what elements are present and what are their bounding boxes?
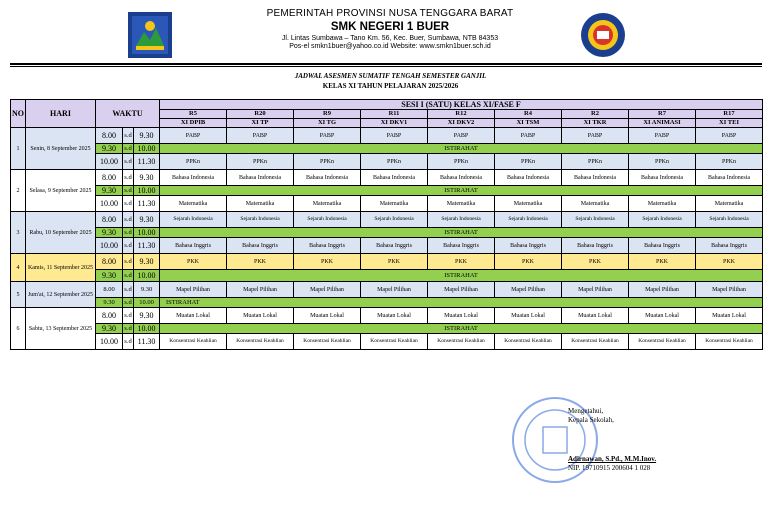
subject-cell: Konsentrasi Keahlian (428, 334, 495, 350)
time-separator: s.d (123, 170, 134, 186)
subject-cell: PKK (629, 254, 696, 270)
subject-cell: Mapel Pilihan (562, 282, 629, 298)
time-end: 9.30 (134, 170, 160, 186)
table-row (11, 270, 763, 282)
time-separator: s.d (123, 196, 134, 212)
subject-cell: Konsentrasi Keahlian (361, 334, 428, 350)
subject-cell: Konsentrasi Keahlian (629, 334, 696, 350)
time-separator: s.d (123, 308, 134, 324)
time-end: 9.30 (134, 308, 160, 324)
time-start: 8.00 (96, 254, 123, 270)
room-label: R17 (696, 110, 763, 119)
time-separator: s.d (123, 334, 134, 350)
subject-cell: Matematika (495, 196, 562, 212)
subject-cell: Mapel Pilihan (361, 282, 428, 298)
col-time-header: WAKTU (96, 100, 160, 128)
subject-cell: Matematika (227, 196, 294, 212)
subject-cell: Muatan Lokal (562, 308, 629, 324)
time-start: 8.00 (96, 308, 123, 324)
subject-cell: Matematika (696, 196, 763, 212)
break-label: ISTIRAHAT (160, 324, 763, 334)
time-end: 9.30 (134, 254, 160, 270)
time-separator: s.d (124, 145, 132, 152)
subject-cell: PPKn (294, 154, 361, 170)
table-row (11, 324, 763, 334)
signature-block (568, 407, 656, 473)
day-name: Jum'at, 12 September 2025 (26, 282, 96, 308)
time-separator: s.d (123, 128, 134, 144)
subject-cell: Matematika (629, 196, 696, 212)
time-end: 10.00 (134, 144, 160, 154)
gov-name: PEMERINTAH PROVINSI NUSA TENGGARA BARAT (266, 8, 514, 19)
time-start: 8.00 (96, 128, 123, 144)
subject-cell: Konsentrasi Keahlian (495, 334, 562, 350)
subject-cell: Muatan Lokal (160, 308, 227, 324)
subject-cell: Bahasa Inggris (227, 238, 294, 254)
time-separator: s.d (124, 299, 132, 306)
sign-title: Kepala Sekolah, (568, 416, 614, 424)
time-separator: s.d (124, 187, 132, 194)
subject-cell: Sejarah Indonesia (629, 212, 696, 228)
subject-cell: PKK (160, 254, 227, 270)
time-separator: s.d (124, 325, 132, 332)
school-contact: Pos-el smkn1buer@yahoo.co.id Website: www.smkn1buer.sch.id (289, 43, 491, 50)
time-separator: s.d (123, 270, 134, 282)
time-start: 8.00 (96, 282, 123, 298)
time-separator: s.d (123, 154, 134, 170)
table-row (11, 144, 763, 154)
subject-cell: Bahasa Indonesia (361, 170, 428, 186)
time-start: 8.00 (96, 212, 123, 228)
subject-cell: PABP (495, 128, 562, 144)
subject-cell: Mapel Pilihan (428, 282, 495, 298)
subject-cell: Matematika (361, 196, 428, 212)
subject-cell: Bahasa Indonesia (227, 170, 294, 186)
day-number: 2 (11, 170, 26, 212)
table-row (11, 308, 763, 324)
subject-cell: PKK (428, 254, 495, 270)
school-logo (580, 12, 626, 58)
room-label: R7 (629, 110, 696, 119)
time-separator: s.d (123, 282, 134, 298)
time-start: 9.30 (96, 186, 123, 196)
time-separator: s.d (123, 254, 134, 270)
subject-cell: PPKn (495, 154, 562, 170)
subject-cell: PPKn (361, 154, 428, 170)
room-label: R5 (160, 110, 227, 119)
day-name: Kamis, 11 September 2025 (26, 254, 96, 282)
day-number: 4 (11, 254, 26, 282)
subject-cell: PPKn (562, 154, 629, 170)
letterhead-rule-thin (10, 66, 762, 67)
subject-cell: PPKn (428, 154, 495, 170)
subject-cell: Bahasa Indonesia (562, 170, 629, 186)
col-no-header: NO (11, 100, 26, 128)
subject-cell: Mapel Pilihan (495, 282, 562, 298)
principal-name: Adirnawan, S.Pd., M.M.Inov. (568, 455, 657, 463)
class-label: XI TSM (495, 119, 562, 128)
class-label: XI DKV1 (361, 119, 428, 128)
schedule-title: JADWAL ASESMEN SUMATIF TENGAH SEMESTER GANJIL (294, 72, 487, 80)
time-separator: s.d (123, 212, 134, 228)
table-row (11, 228, 763, 238)
subject-cell: Bahasa Inggris (629, 238, 696, 254)
day-name: Selasa, 9 September 2025 (26, 170, 96, 212)
time-end: 9.30 (134, 128, 160, 144)
letterhead (0, 0, 781, 68)
table-row (11, 282, 763, 298)
school-address: Jl. Lintas Sumbawa – Tano Km. 56, Kec. Buer, Sumbawa, NTB 84353 (281, 35, 499, 42)
time-end: 11.30 (134, 154, 160, 170)
time-end: 11.30 (134, 196, 160, 212)
subject-cell: Konsentrasi Keahlian (562, 334, 629, 350)
break-label: ISTIRAHAT (160, 144, 763, 154)
subject-cell: Matematika (294, 196, 361, 212)
time-start: 10.00 (96, 238, 123, 254)
subject-cell: PPKn (227, 154, 294, 170)
subject-cell: Bahasa Indonesia (294, 170, 361, 186)
subject-cell: Konsentrasi Keahlian (227, 334, 294, 350)
subject-cell: Mapel Pilihan (227, 282, 294, 298)
subject-cell: PABP (294, 128, 361, 144)
room-label: R4 (495, 110, 562, 119)
class-label: XI DPIB (160, 119, 227, 128)
time-start: 10.00 (96, 196, 123, 212)
col-day-header: HARI (26, 100, 96, 128)
subject-cell: Mapel Pilihan (629, 282, 696, 298)
break-label: ISTIRAHAT (160, 228, 763, 238)
schedule-subtitle: KELAS XI TAHUN PELAJARAN 2025/2026 (322, 82, 459, 90)
subject-cell: Bahasa Indonesia (696, 170, 763, 186)
subject-cell: PABP (361, 128, 428, 144)
table-row (11, 238, 763, 254)
subject-cell: Sejarah Indonesia (696, 212, 763, 228)
subject-cell: PKK (562, 254, 629, 270)
time-start: 9.30 (96, 270, 123, 282)
subject-cell: Muatan Lokal (495, 308, 562, 324)
subject-cell: PKK (361, 254, 428, 270)
table-row (11, 154, 763, 170)
room-label: R20 (227, 110, 294, 119)
table-row (11, 334, 763, 350)
table-row (11, 196, 763, 212)
day-number: 6 (11, 308, 26, 350)
subject-cell: Bahasa Inggris (562, 238, 629, 254)
subject-cell: PPKn (629, 154, 696, 170)
subject-cell: Sejarah Indonesia (227, 212, 294, 228)
subject-cell: Matematika (160, 196, 227, 212)
subject-cell: Sejarah Indonesia (361, 212, 428, 228)
time-end: 10.00 (134, 298, 160, 308)
time-start: 9.30 (96, 298, 123, 308)
subject-cell: PKK (495, 254, 562, 270)
room-label: R9 (294, 110, 361, 119)
header-row-1 (11, 100, 763, 110)
subject-cell: Muatan Lokal (294, 308, 361, 324)
subject-cell: PPKn (696, 154, 763, 170)
subject-cell: Bahasa Inggris (361, 238, 428, 254)
class-label: XI TG (294, 119, 361, 128)
table-row (11, 254, 763, 270)
time-end: 10.00 (134, 186, 160, 196)
subject-cell: Mapel Pilihan (696, 282, 763, 298)
subject-cell: PABP (160, 128, 227, 144)
subject-cell: Sejarah Indonesia (428, 212, 495, 228)
room-label: R2 (562, 110, 629, 119)
subject-cell: Bahasa Indonesia (160, 170, 227, 186)
subject-cell: Bahasa Inggris (696, 238, 763, 254)
time-end: 11.30 (134, 334, 160, 350)
subject-cell: PKK (227, 254, 294, 270)
break-label: ISTIRAHAT (160, 298, 763, 308)
subject-cell: Muatan Lokal (696, 308, 763, 324)
subject-cell: Mapel Pilihan (160, 282, 227, 298)
time-start: 10.00 (96, 154, 123, 170)
time-end: 11.30 (134, 238, 160, 254)
time-separator: s.d (123, 238, 134, 254)
subject-cell: Bahasa Indonesia (495, 170, 562, 186)
time-separator: s.d (124, 229, 132, 236)
break-label: ISTIRAHAT (160, 186, 763, 196)
subject-cell: Bahasa Indonesia (629, 170, 696, 186)
subject-cell: PABP (227, 128, 294, 144)
subject-cell: Konsentrasi Keahlian (696, 334, 763, 350)
subject-cell: Konsentrasi Keahlian (294, 334, 361, 350)
subject-cell: Sejarah Indonesia (562, 212, 629, 228)
day-name: Sabtu, 13 September 2025 (26, 308, 96, 350)
class-label: XI DKV2 (428, 119, 495, 128)
class-label: XI TKR (562, 119, 629, 128)
time-end: 10.00 (134, 270, 160, 282)
time-start: 9.30 (96, 324, 123, 334)
sign-acknowledge: Mengetahui, (568, 407, 604, 415)
ntb-province-logo (128, 12, 172, 58)
subject-cell: PABP (428, 128, 495, 144)
subject-cell: Muatan Lokal (629, 308, 696, 324)
table-row (11, 186, 763, 196)
subject-cell: Matematika (428, 196, 495, 212)
subject-cell: Bahasa Inggris (428, 238, 495, 254)
subject-cell: Muatan Lokal (428, 308, 495, 324)
subject-cell: Konsentrasi Keahlian (160, 334, 227, 350)
day-number: 1 (11, 128, 26, 170)
time-end: 10.00 (134, 228, 160, 238)
subject-cell: PABP (629, 128, 696, 144)
class-label: XI ANIMASI (629, 119, 696, 128)
day-number: 3 (11, 212, 26, 254)
day-number: 5 (11, 282, 26, 308)
subject-cell: PABP (696, 128, 763, 144)
subject-cell: Matematika (562, 196, 629, 212)
day-name: Senin, 8 September 2025 (26, 128, 96, 170)
day-name: Rabu, 10 September 2025 (26, 212, 96, 254)
class-label: XI TEI (696, 119, 763, 128)
time-end: 9.30 (134, 212, 160, 228)
subject-cell: Bahasa Inggris (160, 238, 227, 254)
subject-cell: Muatan Lokal (361, 308, 428, 324)
time-start: 9.30 (96, 144, 123, 154)
schedule-table (10, 99, 763, 350)
subject-cell: PKK (294, 254, 361, 270)
table-row (11, 212, 763, 228)
room-label: R11 (361, 110, 428, 119)
time-end: 10.00 (134, 324, 160, 334)
subject-cell: Mapel Pilihan (294, 282, 361, 298)
room-label: R12 (428, 110, 495, 119)
time-start: 8.00 (96, 170, 123, 186)
subject-cell: Bahasa Indonesia (428, 170, 495, 186)
subject-cell: PPKn (160, 154, 227, 170)
subject-cell: Sejarah Indonesia (160, 212, 227, 228)
subject-cell: PABP (562, 128, 629, 144)
principal-nip: NIP. 19710915 200604 1 028 (568, 464, 651, 472)
time-start: 9.30 (96, 228, 123, 238)
subject-cell: Muatan Lokal (227, 308, 294, 324)
subject-cell: Bahasa Inggris (495, 238, 562, 254)
table-row (11, 128, 763, 144)
subject-cell: Bahasa Inggris (294, 238, 361, 254)
time-start: 10.00 (96, 334, 123, 350)
subject-cell: PKK (696, 254, 763, 270)
table-row (11, 170, 763, 186)
break-label: ISTIRAHAT (160, 270, 763, 282)
subject-cell: Sejarah Indonesia (294, 212, 361, 228)
school-name: SMK NEGERI 1 BUER (330, 21, 450, 33)
table-row (11, 298, 763, 308)
class-label: XI TP (227, 119, 294, 128)
subject-cell: Sejarah Indonesia (495, 212, 562, 228)
session-header: SESI I (SATU) KELAS XI/FASE F (160, 100, 763, 110)
time-end: 9.30 (134, 282, 160, 298)
letterhead-rule-thick (10, 63, 762, 65)
